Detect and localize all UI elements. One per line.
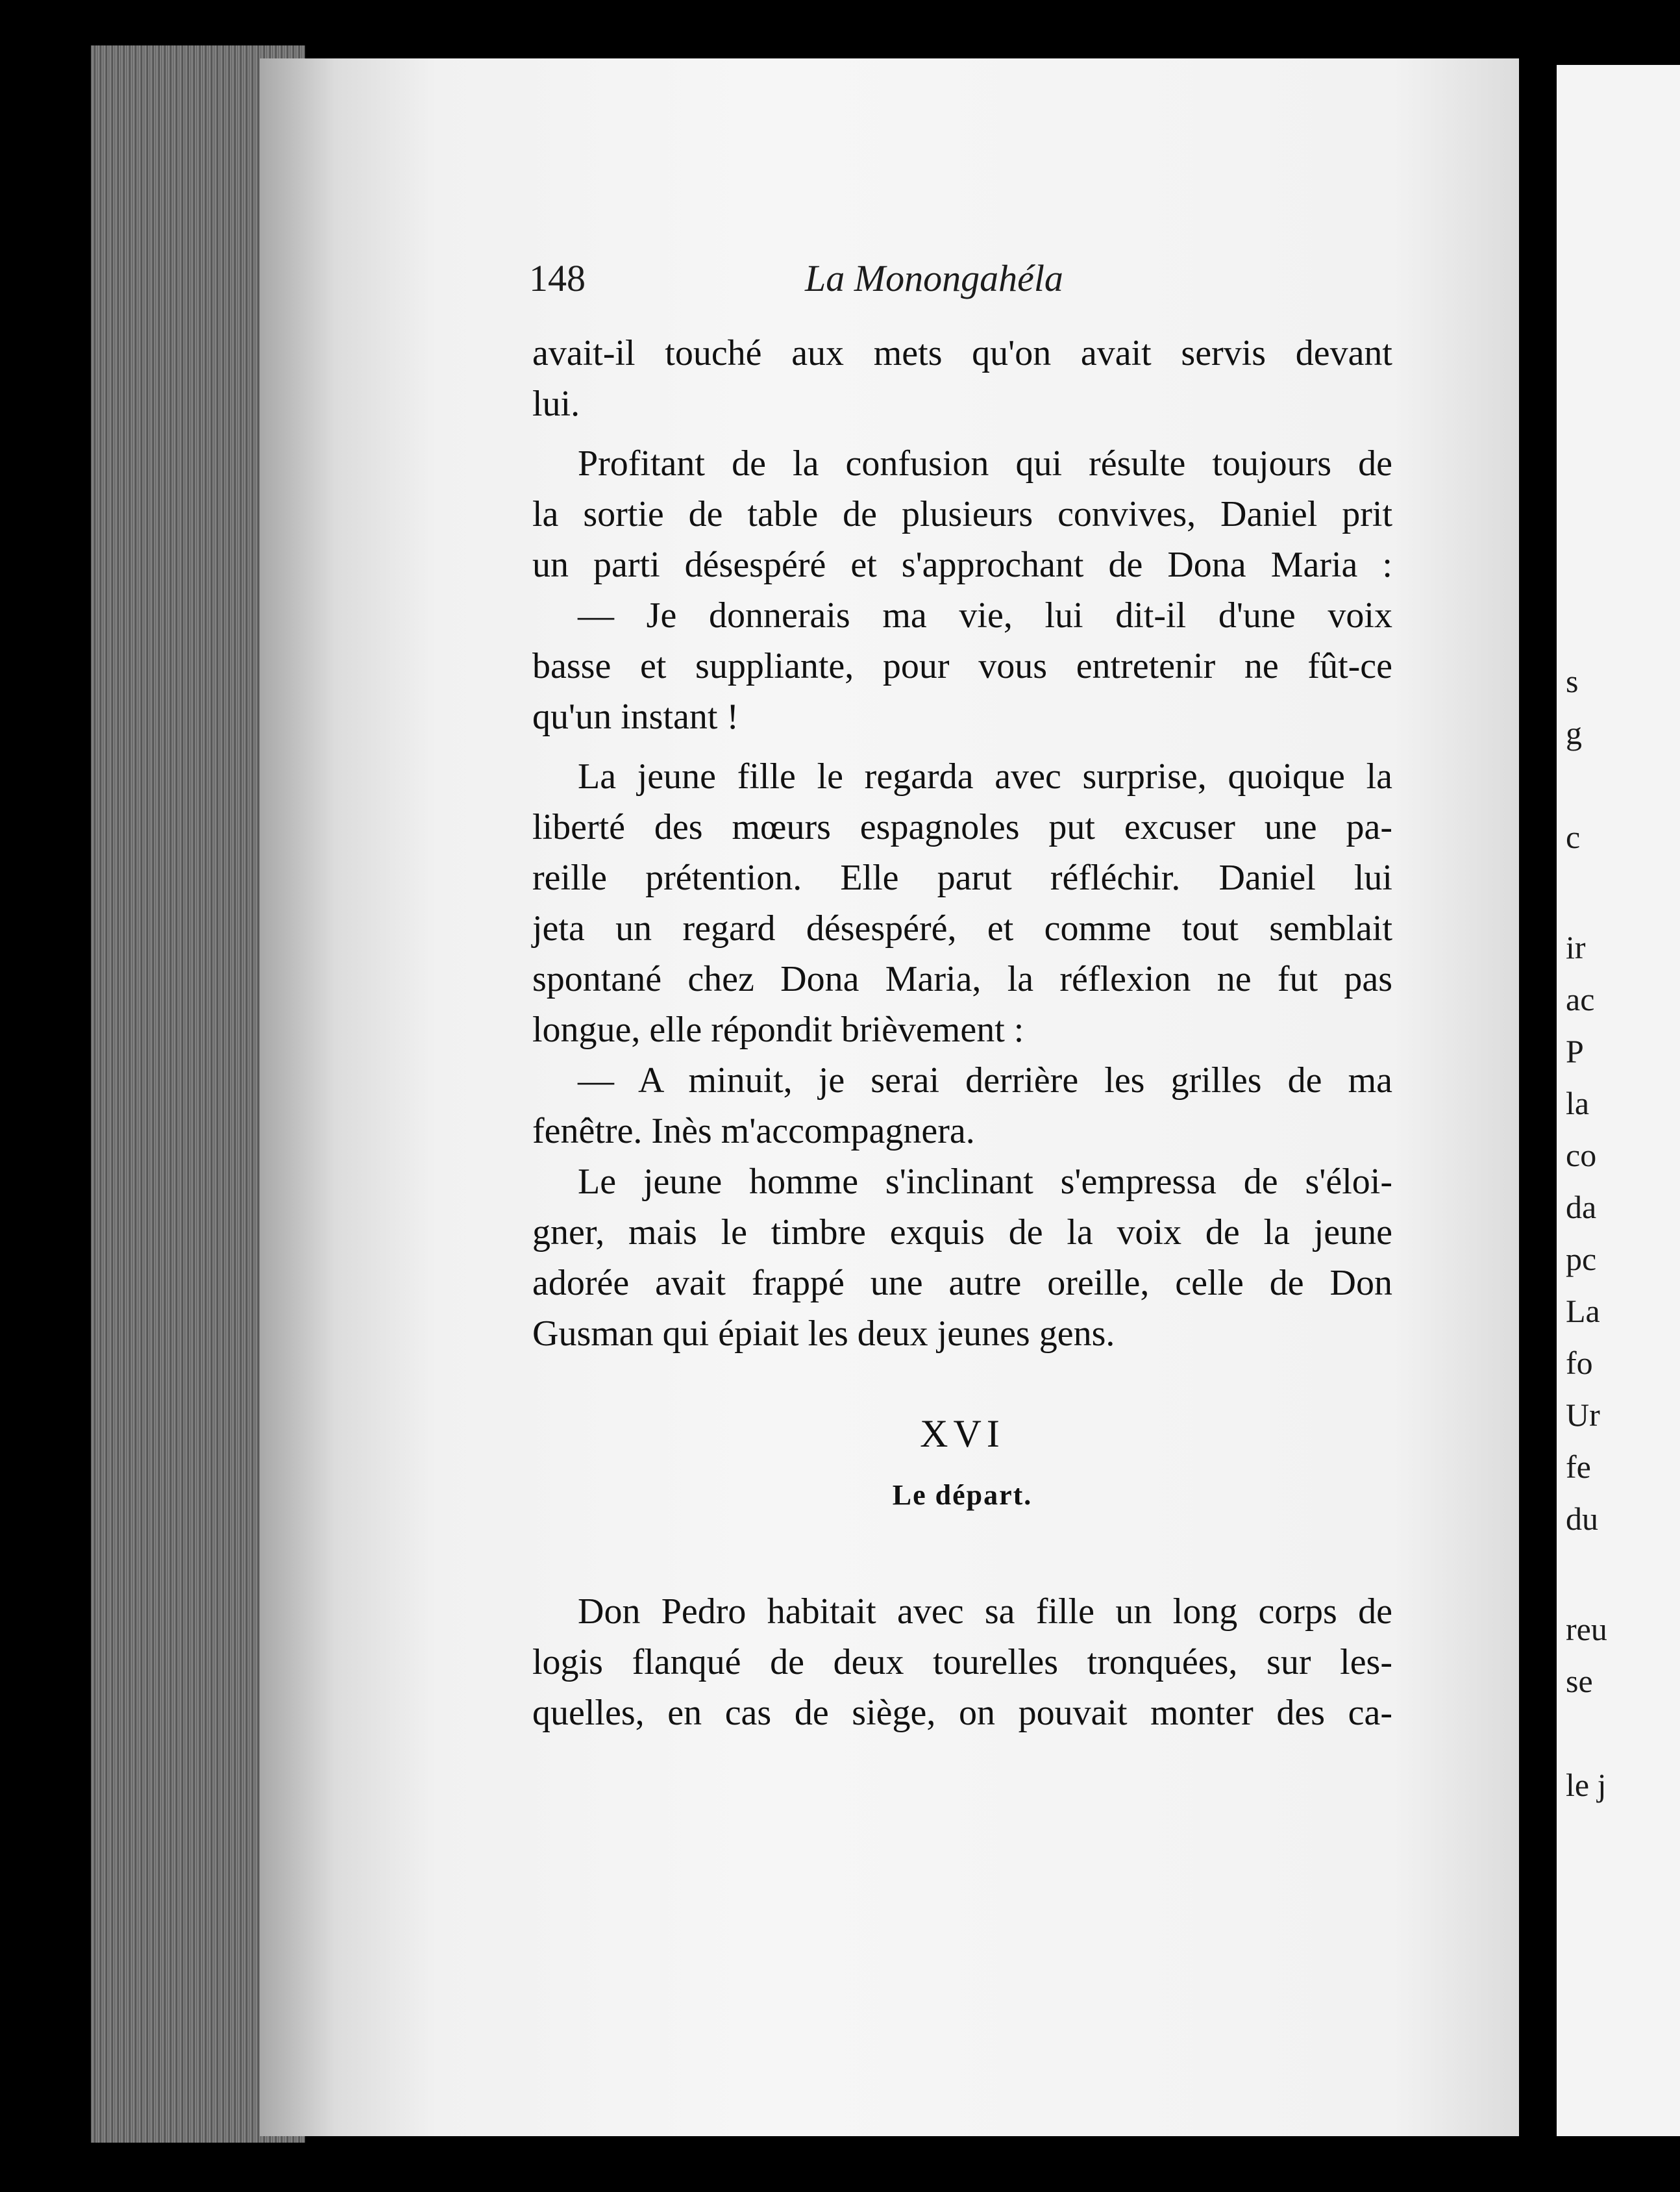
paragraph	[532, 1586, 1392, 1738]
text-line: — Je donnerais ma vie, lui dit-il d'une voix	[578, 595, 1392, 636]
paragraph	[532, 590, 1392, 742]
text-line: fenêtre. Inès m'accompagnera.	[532, 1111, 975, 1151]
right-page-text-fragment: La	[1566, 1293, 1600, 1329]
chapter-number: XVI	[920, 1412, 1005, 1455]
text-line: jeta un regard désespéré, et comme tout semblait	[532, 908, 1392, 949]
right-page-fragment	[1557, 65, 1680, 2136]
text-line: basse et suppliante, pour vous entretenir ne fût-ce	[532, 646, 1392, 686]
chapter-title: Le départ.	[892, 1479, 1033, 1511]
paragraph	[532, 1156, 1392, 1359]
paragraph	[532, 328, 1392, 429]
right-page-text-fragment: ac	[1566, 981, 1595, 1017]
right-page-text-fragment: fo	[1566, 1345, 1593, 1381]
text-line: — A minuit, je serai derrière les grilles de ma	[578, 1060, 1392, 1101]
text-line: un parti désespéré et s'approchant de Dona Maria :	[532, 545, 1392, 585]
right-page-text-fragment: se	[1566, 1663, 1593, 1699]
right-page-text-fragment: P	[1566, 1033, 1584, 1069]
paragraph	[532, 1055, 1392, 1156]
right-page-text-fragment: du	[1566, 1501, 1598, 1537]
paragraph	[532, 751, 1392, 1055]
running-title: La Monongahéla	[805, 257, 1063, 299]
text-line: Le jeune homme s'inclinant s'empressa de s'éloi-	[578, 1162, 1392, 1202]
text-line: liberté des mœurs espagnoles put excuser une pa-	[532, 807, 1392, 847]
right-page-text-fragment: da	[1566, 1189, 1597, 1225]
right-page-text-fragment: Ur	[1566, 1397, 1600, 1433]
text-line: Don Pedro habitait avec sa fille un long corps de	[578, 1591, 1392, 1632]
text-line: spontané chez Dona Maria, la réflexion ne fut pas	[532, 959, 1392, 999]
text-line: adorée avait frappé une autre oreille, celle de Don	[532, 1263, 1392, 1303]
right-page-text-fragment: pc	[1566, 1241, 1597, 1277]
text-line: lui.	[532, 384, 580, 424]
text-line: Gusman qui épiait les deux jeunes gens.	[532, 1314, 1115, 1354]
text-line: avait-il touché aux mets qu'on avait servis devant	[532, 333, 1392, 373]
right-page-text-fragment: ir	[1566, 929, 1586, 965]
text-line: Profitant de la confusion qui résulte toujours de	[578, 443, 1392, 484]
text-line: logis flanqué de deux tourelles tronquées, sur les-	[532, 1642, 1392, 1682]
text-line: longue, elle répondit brièvement :	[532, 1010, 1024, 1050]
right-page-text-fragment: reu	[1566, 1611, 1607, 1647]
text-line: reille prétention. Elle parut réfléchir. Daniel lui	[532, 858, 1392, 898]
text-line: qu'un instant !	[532, 697, 739, 737]
text-line: La jeune fille le regarda avec surprise, quoique la	[578, 756, 1392, 797]
right-page-text-fragment: co	[1566, 1137, 1597, 1173]
right-page-text-fragment: la	[1566, 1085, 1590, 1121]
right-page-text-fragment: le j	[1566, 1767, 1607, 1803]
text-line: la sortie de table de plusieurs convives, Daniel prit	[532, 494, 1392, 534]
body-text	[532, 328, 1392, 1738]
text-line: gner, mais le timbre exquis de la voix de la jeune	[532, 1212, 1392, 1252]
paragraph	[532, 438, 1392, 590]
right-page-text-fragment: c	[1566, 819, 1581, 855]
page-number: 148	[529, 257, 586, 299]
right-page-text-fragment: g	[1566, 715, 1582, 751]
right-page-text-fragment: fe	[1566, 1449, 1591, 1485]
text-line: quelles, en cas de siège, on pouvait monter des ca-	[532, 1693, 1392, 1733]
right-page-text-fragment: s	[1566, 663, 1579, 699]
